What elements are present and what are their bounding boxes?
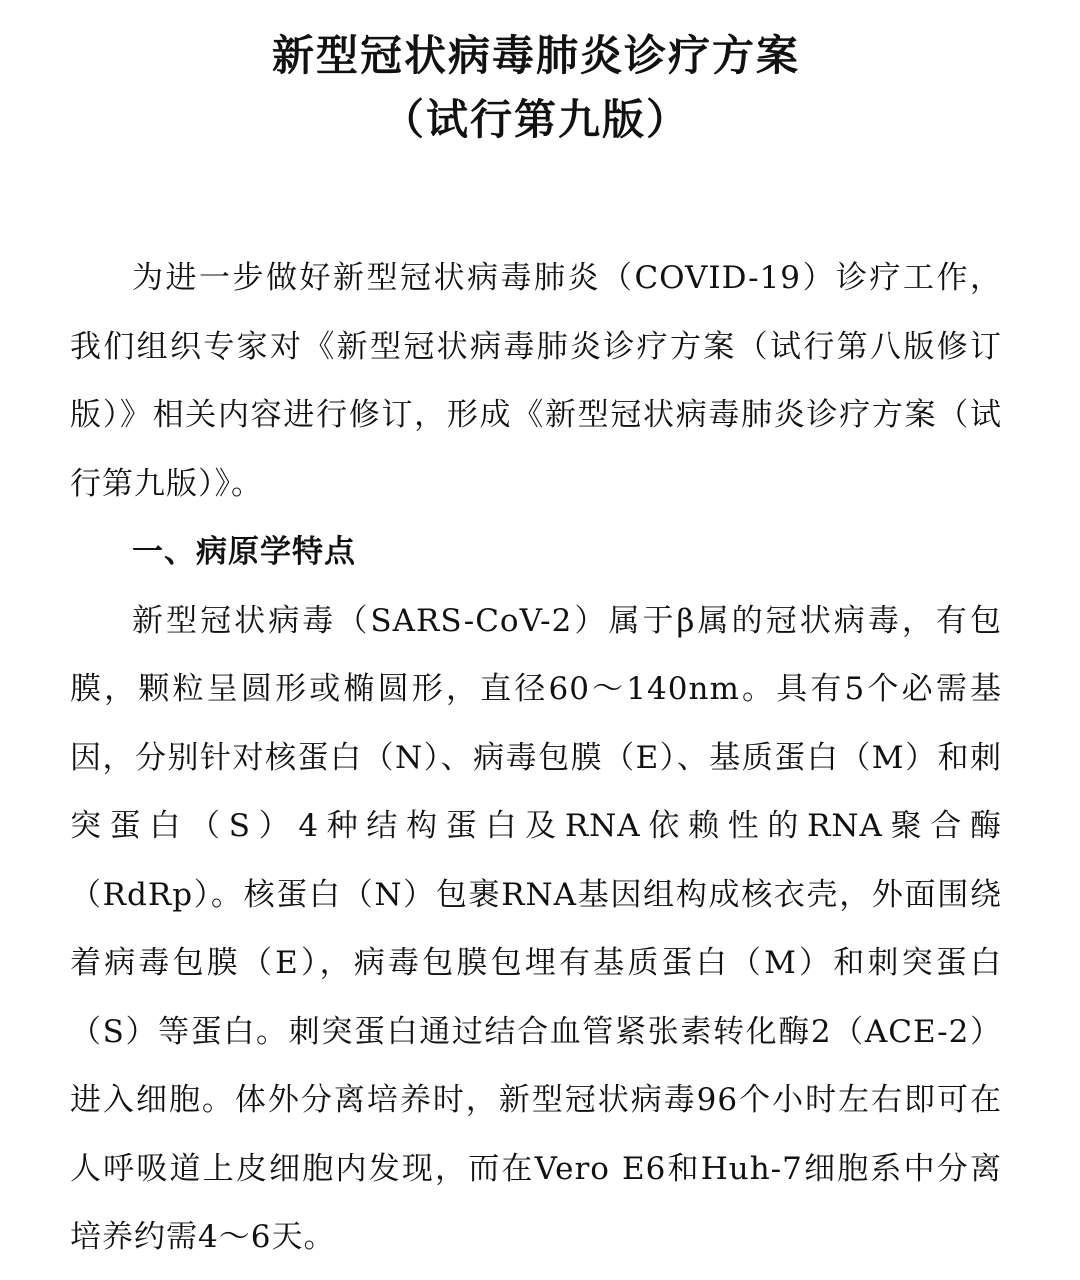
document-body [70, 244, 1002, 1272]
pathogen-paragraph: 新型冠状病毒（SARS-CoV-2）属于β属的冠状病毒，有包膜，颗粒呈圆形或椭圆形，直径60～140nm。具有5个必需基因，分别针对核蛋白（N）、病毒包膜（E）、基质蛋白（M）和刺突蛋白（S）4种结构蛋白及RNA依赖性的RNA聚合酶（RdRp）。核蛋白（N）包裹RNA基因组构成核衣壳，外面围绕着病毒包膜（E），病毒包膜包埋有基质蛋白（M）和刺突蛋白（S）等蛋白。刺突蛋白通过结合血管紧张素转化酶2（ACE-2）进入细胞。体外分离培养时，新型冠状病毒96个小时左右即可在人呼吸道上皮细胞内发现，而在Vero E6和Huh-7细胞系中分离培养约需4～6天。 [70, 602, 1002, 1255]
document-title [70, 24, 1002, 152]
title-line-1: 新型冠状病毒肺炎诊疗方案 [271, 31, 800, 80]
intro-paragraph: 为进一步做好新型冠状病毒肺炎（COVID-19）诊疗工作，我们组织专家对《新型冠状病毒肺炎诊疗方案（试行第八版修订版）》相关内容进行修订，形成《新型冠状病毒肺炎诊疗方案（试行第九版）》。 [70, 260, 1002, 502]
section-heading-pathogen: 一、病原学特点 [132, 534, 356, 570]
title-line-2: （试行第九版） [381, 95, 690, 144]
